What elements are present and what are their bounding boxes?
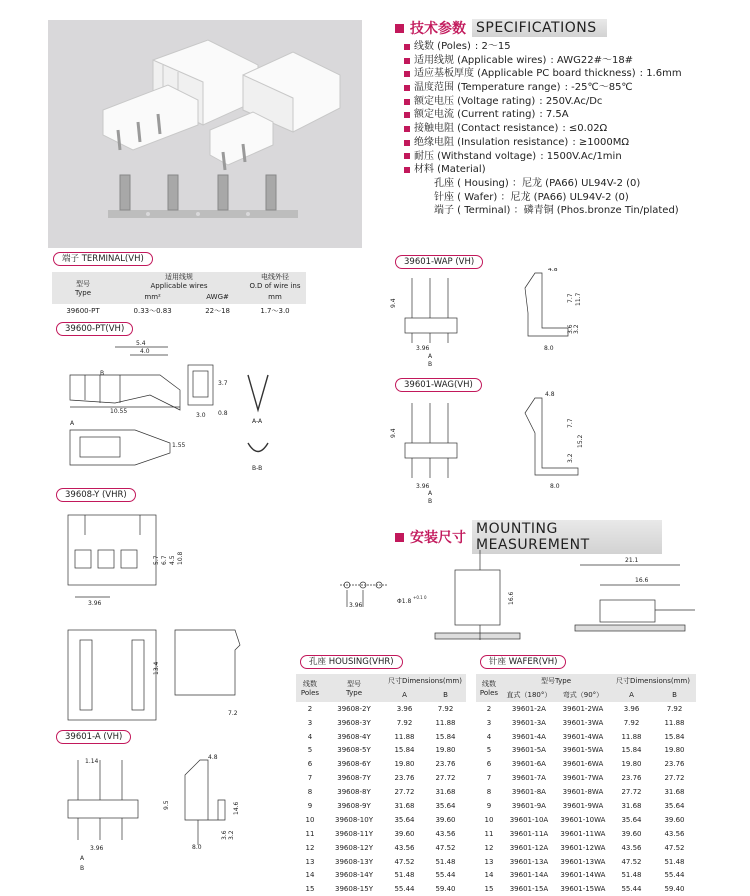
- bullet-icon: [404, 99, 410, 105]
- dim-label: B: [428, 361, 433, 368]
- table-cell: 39601-11A: [509, 829, 549, 838]
- table-row: [476, 827, 696, 841]
- table-cell: 6: [307, 760, 313, 769]
- table-cell: 39608-5Y: [337, 746, 371, 755]
- dim-label: 9.4: [390, 428, 397, 438]
- dim-label: A: [70, 420, 75, 427]
- mounting-straight: [435, 550, 520, 640]
- table-cell: 13: [484, 857, 494, 866]
- y-drawing-label: 39608-Y (VHR): [56, 488, 136, 502]
- dim-label: 6.7: [161, 555, 168, 565]
- dim-label: 8.0: [192, 844, 202, 851]
- table-row: [296, 868, 466, 882]
- table-cell: 31.68: [664, 788, 685, 797]
- dim-label: 4.8: [548, 268, 558, 273]
- table-cell: 6: [486, 760, 492, 769]
- table-cell: 7.92: [623, 718, 640, 727]
- table-cell: 2: [307, 704, 313, 713]
- table-cell: 35.64: [394, 815, 415, 824]
- table-cell: 39601-15A: [509, 885, 549, 894]
- y-top-view: [68, 630, 160, 720]
- table-row: [476, 771, 696, 785]
- bullet-icon: [404, 44, 410, 50]
- table-cell: 39608-6Y: [337, 760, 371, 769]
- table-cell: 39.60: [621, 829, 642, 838]
- spec-item: 适用线规 (Applicable wires) : AWG22#～18#: [404, 54, 744, 68]
- table-cell: 43.56: [621, 843, 642, 852]
- table-cell: 12: [484, 843, 494, 852]
- table-row: [296, 771, 466, 785]
- table-cell: 23.76: [435, 760, 456, 769]
- dim-label: 7.2: [228, 710, 238, 717]
- dim-label: 3.6: [221, 830, 228, 840]
- table-cell: 39608-7Y: [337, 774, 371, 783]
- table-cell: 55.44: [394, 885, 415, 894]
- spec-item: 接触电阻 (Contact resistance) : ≤0.02Ω: [404, 122, 744, 136]
- table-cell: 35.64: [664, 801, 685, 810]
- table-cell: 51.48: [435, 857, 456, 866]
- table-cell: 11.88: [664, 718, 685, 727]
- bullet-icon: [404, 140, 410, 146]
- table-cell: 11.88: [394, 732, 415, 741]
- y-front-view: [68, 515, 184, 607]
- table-row: [476, 743, 696, 757]
- specifications-header: [395, 18, 607, 38]
- table-cell: 55.44: [664, 871, 685, 880]
- table-cell: 9: [486, 801, 492, 810]
- dim-label: 3.2: [567, 453, 574, 463]
- table-cell: 11.88: [621, 732, 642, 741]
- table-cell: 11: [305, 829, 315, 838]
- table-cell: 39601-2A: [511, 704, 546, 713]
- table-cell: 43.56: [394, 843, 415, 852]
- wag-side-view: [525, 391, 584, 490]
- table-cell: 39608-4Y: [337, 732, 371, 741]
- table-row: [296, 757, 466, 771]
- dim-label: A: [80, 855, 85, 862]
- right-drawings: [390, 268, 610, 508]
- dim-label: 3.96: [88, 600, 102, 607]
- table-row: [296, 702, 466, 716]
- table-cell: 39601-3A: [511, 718, 546, 727]
- wafer-table: 线数 Poles 型号Type 尺寸Dimensions(mm) 直式（180°） 弯式（90°） A B 2 39601-2A 39601-2WA 3.96 7.92 3 39601-3A 39601-3WA 7.92 11.88 4 39601-4A 39601-4WA 11.88 15.84 5 39601-5A 39601-5WA 15.84 19.80 6 39601-6A 39601-6WA 19.80 23.76 7 39601-7A 39601-7WA 23.76 27.72 8 39601-8A 39601-8WA 27.72 31.68 9 39601-9A 39601-9WA 31.68 35.64 10 39601-10A 39601-10WA 35.64 39.60 11 39601-11A 39601-11WA 39.60 43.56 12 39601-12A 39601-12WA 43.56 47.52 13 39601-13A 39601-13WA 47.52 51.48 14 39601-14A 39601-14WA 51.48 55.44 15 39601-15A 39601-15WA 55.44 59.40: [476, 674, 696, 896]
- dim-label: 8.0: [544, 345, 554, 352]
- table-cell: 7.92: [437, 704, 454, 713]
- table-cell: 39601-4A: [511, 732, 546, 741]
- table-cell: 27.72: [394, 788, 415, 797]
- table-row: [476, 868, 696, 882]
- table-row: [476, 785, 696, 799]
- dim-label: A: [428, 353, 433, 360]
- spec-title-en: SPECIFICATIONS: [472, 19, 607, 37]
- dim-label: 3.7: [218, 380, 228, 387]
- dim-label: 9.4: [390, 298, 397, 308]
- table-cell: 12: [305, 843, 315, 852]
- dim-label: 10.55: [110, 408, 128, 415]
- table-cell: 39601-14A: [509, 871, 549, 880]
- spec-list: [404, 40, 744, 218]
- table-row: [476, 757, 696, 771]
- spec-item: 材料 (Material): [404, 163, 744, 177]
- table-cell: 19.80: [394, 760, 415, 769]
- table-cell: 31.68: [435, 788, 456, 797]
- table-cell: 15.84: [394, 746, 415, 755]
- wag-front-view: [390, 403, 457, 505]
- mounting-holes: [340, 582, 427, 609]
- table-cell: 7.92: [666, 704, 683, 713]
- dim-label: 1.14: [85, 758, 99, 765]
- table-cell: 39608-13Y: [335, 857, 373, 866]
- dim-label: 7.7: [567, 293, 574, 303]
- table-cell: 51.48: [621, 871, 642, 880]
- table-cell: 8: [307, 788, 313, 797]
- table-cell: 31.68: [621, 801, 642, 810]
- dim-label: 13.4: [153, 661, 160, 675]
- dim-label: B-B: [252, 465, 263, 472]
- spec-item: 绝缘电阻 (Insulation resistance) : ≥1000MΩ: [404, 136, 744, 150]
- spec-item: 线数 (Poles) : 2～15: [404, 40, 744, 54]
- table-cell: 23.76: [621, 774, 642, 783]
- spec-item: 温度范围 (Temperature range) : -25℃～85℃: [404, 81, 744, 95]
- dim-label: 3.6: [567, 324, 574, 334]
- dim-label: 3.0: [196, 412, 206, 419]
- dim-label: 15.2: [577, 434, 584, 448]
- material-housing: 孔座 ( Housing) ：尼龙 (PA66) UL94V-2 (0): [434, 177, 641, 189]
- table-cell: 39601-8WA: [562, 788, 604, 797]
- dim-label: B: [428, 498, 433, 505]
- table-cell: 47.52: [664, 843, 685, 852]
- table-row: [476, 855, 696, 869]
- table-row: [296, 855, 466, 869]
- housing-table: 线数 Poles 型号 Type 尺寸Dimensions(mm) A B 2 39608-2Y 3.96 7.92 3 39608-3Y 7.92 11.88 4 39608-4Y 11.88 15.84 5 39608-5Y 15.84 19.80 6 39608-6Y 19.80 23.76 7 39608-7Y 23.76 27.72 8 39608-8Y 27.72 31.68 9 39608-9Y 31.68 35.64 10 39608-10Y 35.64 39.60 11 39608-11Y 39.60 43.56 12 39608-12Y 43.56 47.52 13 39608-13Y 47.52 51.48 14 39608-14Y 51.48 55.44 15 39608-15Y 55.44 59.40: [296, 674, 466, 896]
- table-cell: 39601-7WA: [562, 774, 604, 783]
- wap-drawing-label: 39601-WAP (VH): [395, 255, 483, 269]
- table-cell: 39601-6A: [511, 760, 546, 769]
- table-cell: 11.88: [435, 718, 456, 727]
- table-cell: 35.64: [621, 815, 642, 824]
- table-cell: 35.64: [435, 801, 456, 810]
- table-cell: 39608-12Y: [335, 843, 373, 852]
- table-cell: 51.48: [394, 871, 415, 880]
- table-cell: 3.96: [623, 704, 640, 713]
- dim-label: 3.96: [90, 845, 104, 852]
- terminal-pill: 端子 TERMINAL(VH): [53, 252, 153, 266]
- pt-drawing-label: 39600-PT(VH): [56, 322, 133, 336]
- table-cell: 9: [307, 801, 313, 810]
- table-cell: 4: [307, 732, 313, 741]
- table-cell: 19.80: [664, 746, 685, 755]
- table-cell: 55.44: [435, 871, 456, 880]
- pt-end-view: [188, 365, 228, 419]
- mounting-drawings: [335, 545, 725, 645]
- table-cell: 39601-12A: [509, 843, 549, 852]
- dim-label: 9.5: [163, 800, 170, 810]
- table-cell: 43.56: [435, 829, 456, 838]
- dim-label: 3.96: [349, 602, 363, 609]
- bullet-icon: [404, 71, 410, 77]
- table-cell: 47.52: [435, 843, 456, 852]
- mounting-title-zh: 安装尺寸: [410, 530, 466, 546]
- material-wafer: 针座 ( Wafer) ：尼龙 (PA66) UL94V-2 (0): [434, 191, 629, 203]
- bullet-icon: [404, 126, 410, 132]
- dim-label: +0.1 0: [413, 595, 427, 600]
- table-cell: 27.72: [664, 774, 685, 783]
- table-cell: 10: [305, 815, 315, 824]
- mounting-rightangle: [575, 557, 695, 631]
- table-cell: 23.76: [394, 774, 415, 783]
- wap-side-view: [525, 268, 582, 352]
- a-drawing-label: 39601-A (VH): [56, 730, 131, 744]
- table-cell: 4: [486, 732, 492, 741]
- bullet-icon: [404, 85, 410, 91]
- bullet-icon: [404, 58, 410, 64]
- table-cell: 47.52: [394, 857, 415, 866]
- table-cell: 39601-11WA: [560, 829, 606, 838]
- table-cell: 15.84: [664, 732, 685, 741]
- table-cell: 15: [305, 885, 315, 894]
- table-cell: 39601-5WA: [562, 746, 604, 755]
- table-row: [296, 841, 466, 855]
- table-cell: 31.68: [394, 801, 415, 810]
- dim-label: A: [428, 490, 433, 497]
- pt-side-view: [70, 340, 180, 427]
- table-cell: 10: [484, 815, 494, 824]
- pt-top-view: [70, 430, 186, 465]
- table-cell: 43.56: [664, 829, 685, 838]
- dim-label: B: [100, 370, 105, 377]
- dim-label: 5.4: [136, 340, 146, 347]
- table-cell: 39601-15WA: [560, 885, 606, 894]
- table-row: [296, 785, 466, 799]
- table-cell: 3: [486, 718, 492, 727]
- table-cell: 15: [484, 885, 494, 894]
- table-row: [296, 743, 466, 757]
- spec-item: 适应基板厚度 (Applicable PC board thickness) : 1.6mm: [404, 67, 744, 81]
- section-marker-icon: [395, 24, 404, 33]
- dim-label: 10.8: [177, 551, 184, 565]
- table-cell: 3.96: [396, 704, 413, 713]
- table-cell: 14: [484, 871, 494, 880]
- wafer-pill: 针座 WAFER(VH): [480, 655, 566, 669]
- pt-sections: [248, 375, 268, 472]
- a-front-view: [68, 758, 138, 872]
- table-cell: 11: [484, 829, 494, 838]
- table-cell: 39601-13WA: [560, 857, 606, 866]
- table-row: [476, 730, 696, 744]
- table-row: [476, 716, 696, 730]
- a-side-view: [163, 754, 240, 851]
- dim-label: 16.6: [635, 577, 649, 584]
- table-cell: 47.52: [621, 857, 642, 866]
- y-side-view: [175, 630, 240, 717]
- table-cell: 39601-9WA: [562, 801, 604, 810]
- table-cell: 7: [486, 774, 492, 783]
- housing-pill: 孔座 HOUSING(VHR): [300, 655, 403, 669]
- table-row: [476, 799, 696, 813]
- dim-label: 0.8: [218, 410, 228, 417]
- dim-label: B: [80, 865, 85, 872]
- dim-label: 3.96: [416, 483, 430, 490]
- bullet-icon: [404, 167, 410, 173]
- table-cell: 59.40: [435, 885, 456, 894]
- table-cell: 39608-8Y: [337, 788, 371, 797]
- dim-label: 4.8: [208, 754, 218, 761]
- table-cell: 15.84: [435, 732, 456, 741]
- table-cell: 15.84: [621, 746, 642, 755]
- spec-item: 额定电压 (Voltage rating) : 250V.Ac/Dc: [404, 95, 744, 109]
- wag-drawing-label: 39601-WAG(VH): [395, 378, 482, 392]
- table-cell: 27.72: [435, 774, 456, 783]
- dim-label: 5.7: [153, 555, 160, 565]
- dim-label: 14.6: [233, 801, 240, 815]
- table-cell: 59.40: [664, 885, 685, 894]
- table-row: [296, 716, 466, 730]
- dim-label: 21.1: [625, 557, 639, 564]
- table-cell: 39601-9A: [511, 801, 546, 810]
- table-row: [476, 841, 696, 855]
- table-cell: 19.80: [435, 746, 456, 755]
- table-row: [296, 799, 466, 813]
- table-cell: 55.44: [621, 885, 642, 894]
- table-cell: 51.48: [664, 857, 685, 866]
- table-cell: 39601-13A: [509, 857, 549, 866]
- dim-label: 11.7: [575, 292, 582, 306]
- table-cell: 39.60: [394, 829, 415, 838]
- table-cell: 39601-10A: [509, 815, 549, 824]
- table-cell: 39601-5A: [511, 746, 546, 755]
- table-cell: 7: [307, 774, 313, 783]
- spec-title-zh: 技术参数: [410, 21, 466, 37]
- table-cell: 39601-14WA: [560, 871, 606, 880]
- dim-label: Φ1.8: [397, 598, 412, 605]
- table-cell: 5: [307, 746, 313, 755]
- table-cell: 27.72: [621, 788, 642, 797]
- table-row: [476, 702, 696, 716]
- dim-label: 7.7: [567, 418, 574, 428]
- table-cell: 39.60: [664, 815, 685, 824]
- left-drawings: [40, 335, 295, 885]
- spec-item: 耐压 (Withstand voltage) : 1500V.Ac/1min: [404, 150, 744, 164]
- table-cell: 39601-4WA: [562, 732, 604, 741]
- dim-label: 3.96: [416, 345, 430, 352]
- mounting-title-en: MOUNTING MEASUREMENT: [472, 520, 662, 554]
- bullet-icon: [404, 153, 410, 159]
- product-photo: [48, 20, 362, 248]
- table-cell: 39601-10WA: [560, 815, 606, 824]
- dim-label: 16.6: [508, 591, 515, 605]
- dim-label: 4.8: [545, 391, 555, 398]
- table-row: [476, 813, 696, 827]
- bullet-icon: [404, 112, 410, 118]
- dim-label: A-A: [252, 418, 263, 425]
- table-cell: 8: [486, 788, 492, 797]
- table-cell: 19.80: [621, 760, 642, 769]
- table-cell: 39601-3WA: [562, 718, 604, 727]
- table-cell: 39608-2Y: [337, 704, 371, 713]
- table-cell: 14: [305, 871, 315, 880]
- table-cell: 39608-3Y: [337, 718, 371, 727]
- table-row: [296, 813, 466, 827]
- table-cell: 23.76: [664, 760, 685, 769]
- table-cell: 39608-10Y: [335, 815, 373, 824]
- dim-label: 1.55: [172, 442, 186, 449]
- table-cell: 39601-8A: [511, 788, 546, 797]
- table-cell: 5: [486, 746, 492, 755]
- table-cell: 13: [305, 857, 315, 866]
- table-cell: 39601-6WA: [562, 760, 604, 769]
- material-terminal: 端子 ( Terminal) ：磷青铜 (Phos.bronze Tin/plated): [434, 205, 679, 217]
- table-cell: 39608-9Y: [337, 801, 371, 810]
- terminal-table: 型号 Type 适用线规 Applicable wires 电线外径 O.D of wire ins mm² AWG# mm 39600-PT 0.33～0.83 22～18 1.7～3.0: [52, 272, 306, 318]
- table-cell: 2: [486, 704, 492, 713]
- dim-label: 8.0: [550, 483, 560, 490]
- table-cell: 7.92: [396, 718, 413, 727]
- table-cell: 39.60: [435, 815, 456, 824]
- section-marker-icon: [395, 533, 404, 542]
- table-cell: 39601-7A: [511, 774, 546, 783]
- table-row: [296, 827, 466, 841]
- table-cell: 39608-14Y: [335, 871, 373, 880]
- spec-item: 额定电流 (Current rating) : 7.5A: [404, 108, 744, 122]
- table-cell: 39601-2WA: [562, 704, 604, 713]
- table-cell: 39601-12WA: [560, 843, 606, 852]
- wap-front-view: [390, 278, 457, 368]
- table-cell: 39608-15Y: [335, 885, 373, 894]
- dim-label: 4.0: [140, 348, 150, 355]
- dim-label: 3.2: [573, 324, 580, 334]
- table-row: [296, 730, 466, 744]
- dim-label: 3.2: [228, 830, 235, 840]
- dim-label: 4.5: [169, 555, 176, 565]
- table-cell: 3: [307, 718, 313, 727]
- table-cell: 39608-11Y: [335, 829, 373, 838]
